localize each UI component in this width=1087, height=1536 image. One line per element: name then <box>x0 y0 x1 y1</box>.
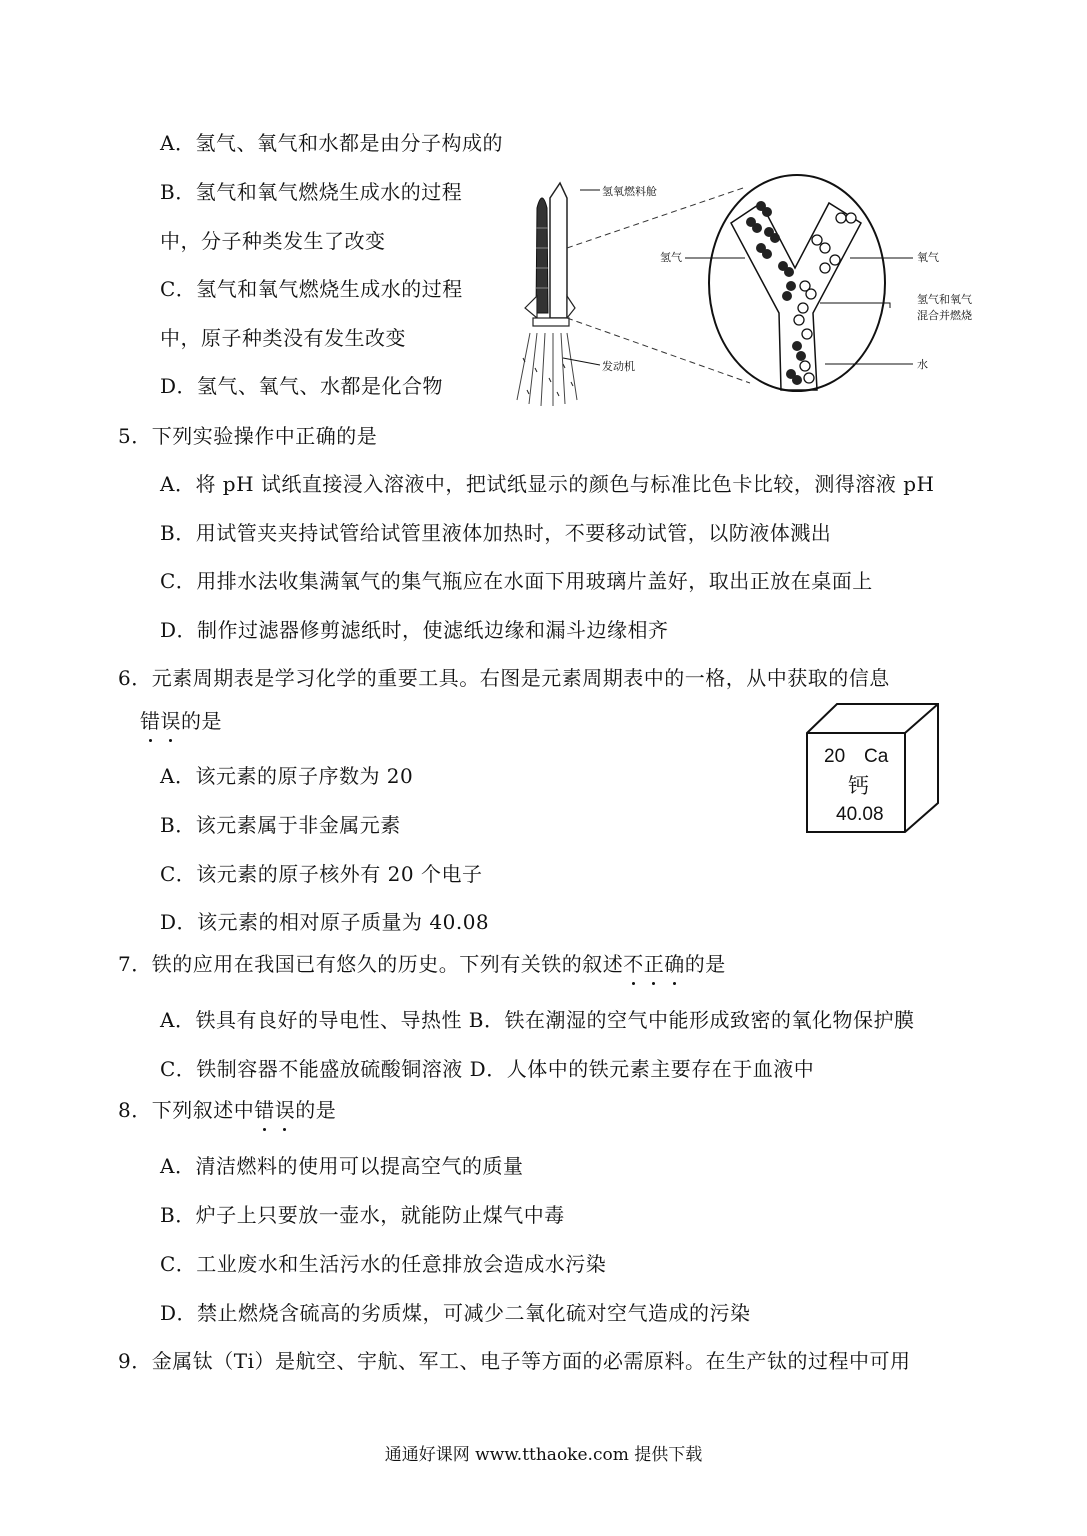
q8-stem-pre: 8．下列叙述中 <box>118 1098 255 1122</box>
q6-option-b: B．该元素属于非金属元素 <box>160 813 401 837</box>
emphasis-char: 错 <box>254 1098 275 1122</box>
rocket-icon <box>525 183 575 326</box>
emphasis-char: 错 <box>140 709 161 733</box>
q8-option-c: C．工业废水和生活污水的任意排放会造成水污染 <box>160 1252 607 1276</box>
q8-option-b: B．炉子上只要放一壶水，就能防止煤气中毒 <box>160 1203 565 1227</box>
q7-options-cd: C．铁制容器不能盛放硫酸铜溶液 D．人体中的铁元素主要存在于血液中 <box>160 1057 815 1081</box>
fuel-tank-label: 氢氧燃料舱 <box>602 185 657 198</box>
element-name: 钙 <box>848 774 869 798</box>
hydrogen-label: 氢气 <box>660 251 682 264</box>
q6-stem-cont <box>140 709 222 733</box>
mix-label-1: 氢气和氧气 <box>917 293 972 306</box>
q6-option-a: A．该元素的原子序数为 20 <box>160 764 414 788</box>
q6-option-d: D．该元素的相对原子质量为 40.08 <box>160 910 490 934</box>
q5-option-a: A．将 pH 试纸直接浸入溶液中，把试纸显示的颜色与标准比色卡比较，测得溶液 pH <box>160 472 935 496</box>
q4-option-a: A．氢气、氧气和水都是由分子构成的 <box>160 131 503 155</box>
exhaust-spray <box>517 333 577 406</box>
emphasis-char: 正 <box>643 952 665 976</box>
atomic-number: 20 <box>824 746 846 767</box>
q8-stem-post: 的是 <box>295 1098 337 1122</box>
q7-options-ab: A．铁具有良好的导电性、导热性 B．铁在潮湿的空气中能形成致密的氧化物保护膜 <box>160 1008 915 1032</box>
q7-stem-post: 的是 <box>684 952 726 976</box>
oxygen-label: 氧气 <box>917 251 939 264</box>
water-label: 水 <box>917 358 928 371</box>
q6-stem: 6．元素周期表是学习化学的重要工具。右图是元素周期表中的一格，从中获取的信息 <box>118 666 890 690</box>
emphasis-char: 误 <box>274 1098 296 1122</box>
q8-stem <box>118 1098 336 1122</box>
page-footer: 通通好课网 www.tthaoke.com 提供下载 <box>384 1445 703 1465</box>
q7-stem <box>118 952 726 976</box>
emphasis-char: 确 <box>664 952 685 976</box>
atomic-mass: 40.08 <box>836 804 884 825</box>
q4-option-b-cont: 中，分子种类发生了改变 <box>160 229 386 253</box>
mix-label-2: 混合并燃烧 <box>917 309 972 322</box>
q4-option-d: D．氢气、氧气、水都是化合物 <box>160 374 444 398</box>
q6-option-c: C．该元素的原子核外有 20 个电子 <box>160 862 483 886</box>
q7-stem-pre: 7．铁的应用在我国已有悠久的历史。下列有关铁的叙述 <box>118 952 624 976</box>
q5-option-b: B．用试管夹夹持试管给试管里液体加热时，不要移动试管，以防液体溅出 <box>160 521 832 545</box>
q4-option-c-cont: 中，原子种类没有发生改变 <box>160 326 406 350</box>
q9-stem: 9．金属钛（Ti）是航空、宇航、军工、电子等方面的必需原料。在生产钛的过程中可用 <box>118 1349 911 1373</box>
q6-stem-rest: 的是 <box>181 709 222 733</box>
q4-option-c: C．氢气和氧气燃烧生成水的过程 <box>160 277 463 301</box>
q5-option-c: C．用排水法收集满氧气的集气瓶应在水面下用玻璃片盖好，取出正放在桌面上 <box>160 569 873 593</box>
q5-option-d: D．制作过滤器修剪滤纸时，使滤纸边缘和漏斗边缘相齐 <box>160 618 669 642</box>
rocket-combustion-figure <box>505 168 972 408</box>
element-symbol: Ca <box>864 746 889 767</box>
q8-option-a: A．清洁燃料的使用可以提高空气的质量 <box>160 1154 524 1178</box>
q4-option-b: B．氢气和氧气燃烧生成水的过程 <box>160 180 463 204</box>
engine-label: 发动机 <box>602 360 635 373</box>
q8-option-d: D．禁止燃烧含硫高的劣质煤，可减少二氧化硫对空气造成的污染 <box>160 1301 751 1325</box>
emphasis-char: 不 <box>623 952 644 976</box>
element-cell-figure <box>800 700 945 840</box>
emphasis-char: 误 <box>160 709 181 733</box>
q5-stem: 5．下列实验操作中正确的是 <box>118 424 378 448</box>
